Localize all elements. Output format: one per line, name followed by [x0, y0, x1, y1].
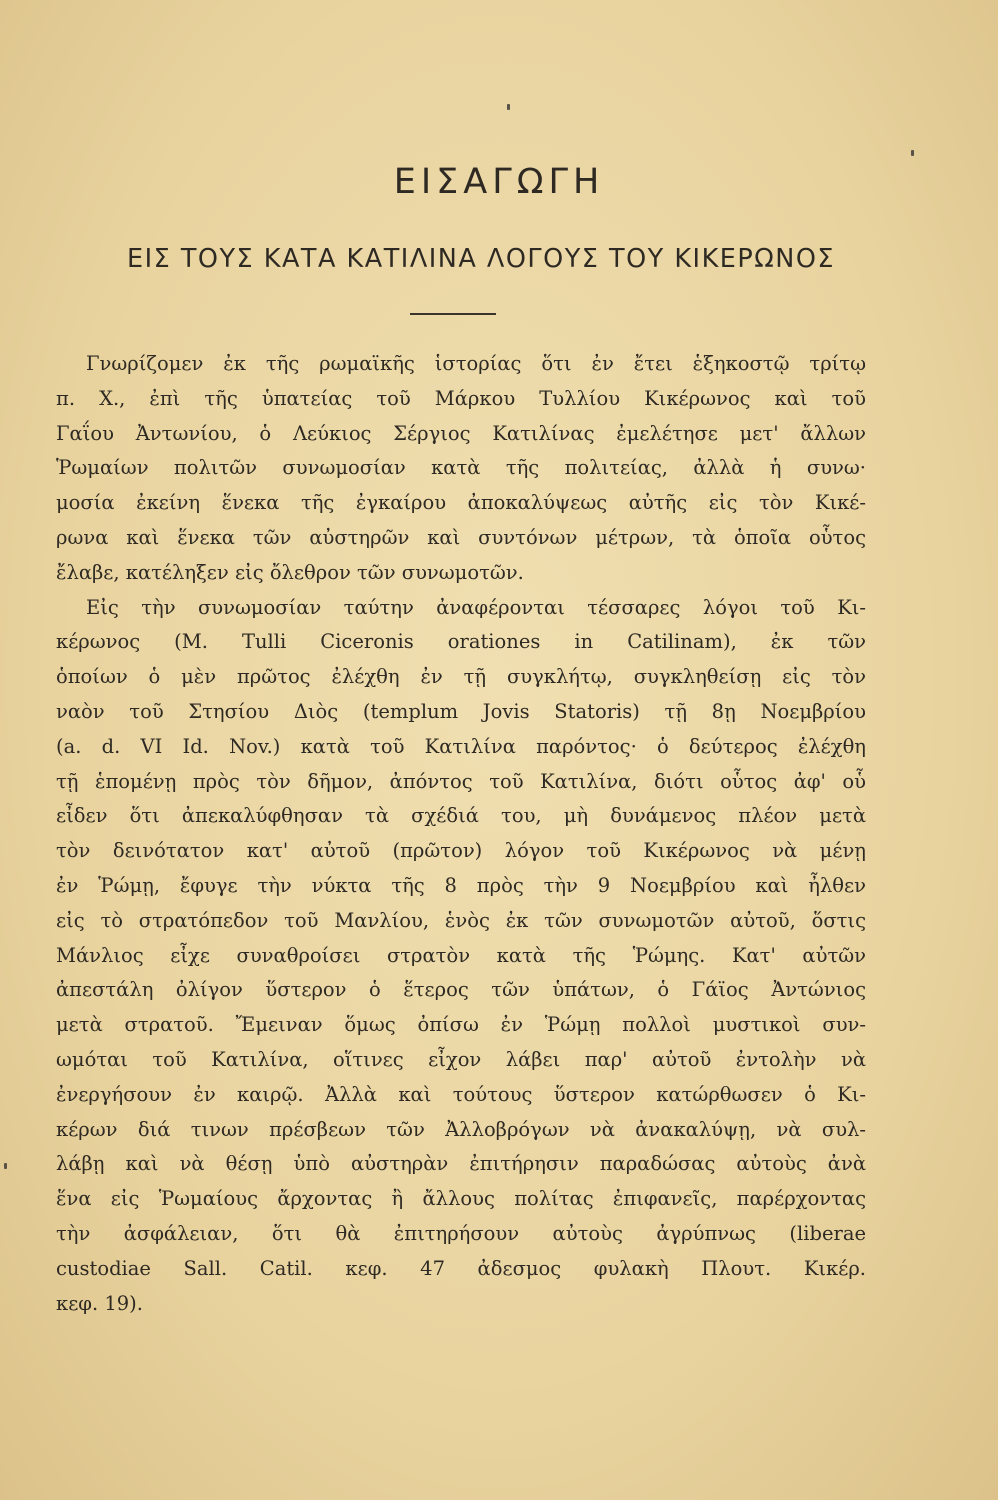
text-line: μοσία ἐκείνη ἕνεκα τῆς ἐγκαίρου ἀποκαλύψεως αὐτῆς εἰς τὸν Κικέ- — [56, 491, 866, 515]
text-line: τῇ ἑπομένῃ πρὸς τὸν δῆμον, ἀπόντος τοῦ Κατιλίνα, διότι οὗτος ἀφ' οὗ — [56, 769, 866, 793]
text-line: εἶδεν ὅτι ἀπεκαλύφθησαν τὰ σχέδιά του, μὴ δυνάμενος πλέον μετὰ — [56, 804, 866, 828]
text-line: Γαΐου Ἀντωνίου, ὁ Λεύκιος Σέργιος Κατιλίνας ἐμελέτησε μετ' ἄλλων — [56, 421, 866, 445]
text-line: ωμόται τοῦ Κατιλίνα, οἵτινες εἶχον λάβει παρ' αὐτοῦ ἐντολὴν νὰ — [56, 1047, 866, 1071]
text-line: ναὸν τοῦ Στησίου Διὸς (templum Jovis Statoris) τῇ 8ῃ Νοεμβρίου — [56, 699, 866, 723]
paper-speck — [4, 1163, 7, 1169]
text-line: μετὰ στρατοῦ. Ἔμειναν ὅμως ὀπίσω ἐν Ῥώμῃ πολλοὶ μυστικοὶ συν- — [56, 1013, 866, 1037]
text-line: ἐνεργήσουν ἐν καιρῷ. Ἀλλὰ καὶ τούτους ὕστερον κατώρθωσεν ὁ Κι- — [56, 1082, 866, 1106]
title-divider — [410, 313, 496, 315]
text-line: Ῥωμαίων πολιτῶν συνωμοσίαν κατὰ τῆς πολιτείας, ἀλλὰ ἡ συνω· — [56, 456, 866, 480]
text-line: τὸν δεινότατον κατ' αὐτοῦ (πρῶτον) λόγον τοῦ Κικέρωνος νὰ μένῃ — [56, 839, 866, 863]
text-line: ἀπεστάλη ὀλίγον ὕστερον ὁ ἕτερος τῶν ὑπάτων, ὁ Γάϊος Ἀντώνιος — [56, 978, 866, 1002]
paper-speck — [507, 104, 510, 110]
text-line: Γνωρίζομεν ἐκ τῆς ρωμαϊκῆς ἱστορίας ὅτι ἐν ἔτει ἑξηκοστῷ τρίτῳ — [86, 352, 866, 375]
text-line: ὁποίων ὁ μὲν πρῶτος ἐλέχθη ἐν τῇ συγκλήτῳ, συγκληθείσῃ εἰς τὸν — [56, 665, 866, 689]
text-line: ἕνα εἰς Ῥωμαίους ἄρχοντας ἢ ἄλλους πολίτας ἐπιφανεῖς, παρέρχοντας — [56, 1187, 866, 1211]
text-line: ἔλαβε, κατέληξεν εἰς ὄλεθρον τῶν συνωμοτῶν. — [56, 560, 524, 584]
text-line: custodiae Sall. Catil. κεφ. 47 ἀδεσμος φυλακὴ Πλουτ. Κικέρ. — [56, 1256, 866, 1280]
text-line: ρωνα καὶ ἕνεκα τῶν αὐστηρῶν καὶ συντόνων μέτρων, τὰ ὁποῖα οὗτος — [56, 525, 866, 549]
paper-speck — [911, 150, 914, 156]
text-line: π. Χ., ἐπὶ τῆς ὑπατείας τοῦ Μάρκου Τυλλίου Κικέρωνος καὶ τοῦ — [56, 386, 866, 410]
text-line: εἰς τὸ στρατόπεδον τοῦ Μανλίου, ἑνὸς ἐκ τῶν συνωμοτῶν αὐτοῦ, ὅστις — [56, 908, 866, 932]
text-line: (a. d. VI Id. Nov.) κατὰ τοῦ Κατιλίνα παρόντος· ὁ δεύτερος ἐλέχθη — [56, 734, 866, 758]
text-line: κεφ. 19). — [56, 1291, 143, 1315]
text-line: λάβῃ καὶ νὰ θέσῃ ὑπὸ αὐστηρὰν ἐπιτήρησιν παραδώσας αὐτοὺς ἀνὰ — [56, 1152, 866, 1176]
text-line: κέρωνος (M. Tulli Ciceronis orationes in Catilinam), ἐκ τῶν — [56, 630, 866, 654]
text-line: τὴν ἀσφάλειαν, ὅτι θὰ ἐπιτηρήσουν αὐτοὺς ἀγρύπνως (liberae — [56, 1221, 866, 1245]
body-text — [56, 347, 866, 1321]
text-line: κέρων διά τινων πρέσβεων τῶν Ἀλλοβρόγων νὰ ἀνακαλύψῃ, νὰ συλ- — [56, 1117, 866, 1141]
text-line: ἐν Ῥώμῃ, ἔφυγε τὴν νύκτα τῆς 8 πρὸς τὴν 9 Νοεμβρίου καὶ ἦλθεν — [56, 873, 866, 897]
text-line: Μάνλιος εἶχε συναθροίσει στρατὸν κατὰ τῆς Ῥώμης. Κατ' αὐτῶν — [56, 943, 866, 967]
text-line: Εἰς τὴν συνωμοσίαν ταύτην ἀναφέρονται τέσσαρες λόγοι τοῦ Κι- — [86, 595, 866, 619]
page-title: ΕΙΣΑΓΩΓΗ — [393, 162, 605, 202]
page-subtitle: ΕΙΣ ΤΟΥΣ ΚΑΤΑ ΚΑΤΙΛΙΝΑ ΛΟΓΟΥΣ ΤΟΥ ΚΙΚΕΡΩΝΟΣ — [126, 244, 836, 274]
